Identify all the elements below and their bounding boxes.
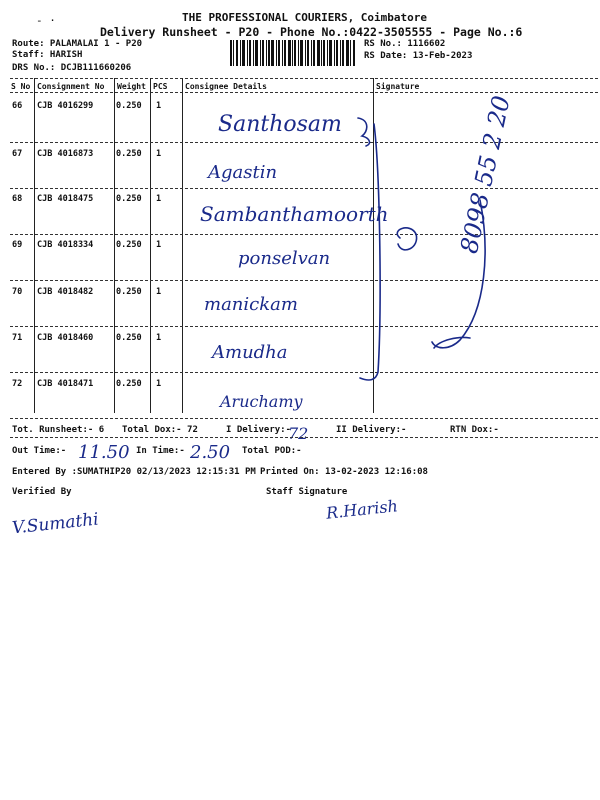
star-mark: - ·	[36, 14, 56, 27]
row-pcs: 1	[156, 194, 162, 204]
rs-date: RS Date: 13-Feb-2023	[364, 51, 473, 61]
row-pcs: 1	[156, 287, 162, 297]
verified-by-label: Verified By	[12, 487, 72, 497]
col-weight: Weight	[117, 82, 146, 91]
row-weight: 0.250	[116, 240, 142, 250]
row-consignment: CJB 4018475	[37, 194, 94, 204]
signature-scribbles	[340, 110, 570, 410]
row-sno: 72	[12, 379, 23, 389]
runsheet-subtitle: Delivery Runsheet - P20 - Phone No.:0422-3505555 - Page No.:6	[100, 25, 523, 39]
table-bottom-rule	[10, 418, 598, 419]
row-sno: 66	[12, 101, 23, 111]
col-divider	[34, 78, 35, 413]
total-dox: Total Dox:- 72	[122, 425, 198, 435]
row-consignee: Amudha	[212, 342, 288, 363]
col-signature: Signature	[376, 82, 420, 91]
entered-by: Entered By :SUMATHIP20 02/13/2023 12:15:31 PM	[12, 467, 256, 477]
company-title: THE PROFESSIONAL COURIERS, Coimbatore	[182, 11, 428, 24]
row-sno: 70	[12, 287, 23, 297]
staff-signature-mark: R.Harish	[325, 496, 399, 523]
drs-number: DRS No.: DCJB111660206	[12, 63, 132, 73]
col-divider	[150, 78, 151, 413]
row-pcs: 1	[156, 379, 162, 389]
staff-signature-label: Staff Signature	[266, 487, 348, 497]
row-weight: 0.250	[116, 287, 142, 297]
row-pcs: 1	[156, 149, 162, 159]
row-sno: 69	[12, 240, 23, 250]
col-consignee: Consignee Details	[185, 82, 267, 91]
col-divider	[182, 78, 183, 413]
row-consignment: CJB 4018482	[37, 287, 94, 297]
col-sno: S No	[11, 82, 31, 91]
staff-text: Staff: HARISH	[12, 50, 83, 60]
row-consignee: Sambanthamoorth	[200, 202, 389, 226]
out-time-value: 11.50	[78, 442, 130, 463]
route-text: Route: PALAMALAI 1 - P20	[12, 39, 143, 49]
header-top-rule	[10, 78, 598, 79]
row-sno: 67	[12, 149, 23, 159]
i-delivery-value: 72	[288, 424, 309, 443]
in-time-label: In Time:-	[136, 446, 185, 456]
signature-phone-digits: 8098 55 2 20	[455, 93, 516, 256]
printed-on: Printed On: 13-02-2023 12:16:08	[260, 467, 428, 477]
row-weight: 0.250	[116, 101, 142, 111]
col-pcs: PCS	[153, 82, 168, 91]
summary-rule	[10, 437, 598, 438]
rs-number: RS No.: 1116602	[364, 39, 446, 49]
row-consignment: CJB 4016299	[37, 101, 94, 111]
row-consignee: Santhosam	[218, 112, 342, 137]
barcode	[230, 40, 356, 66]
in-time-value: 2.50	[190, 442, 231, 463]
row-consignment: CJB 4018471	[37, 379, 94, 389]
row-consignee: manickam	[204, 294, 298, 315]
row-consignee: Aruchamy	[220, 392, 303, 411]
total-pod: Total POD:-	[242, 446, 302, 456]
row-consignee: ponselvan	[238, 248, 331, 269]
row-weight: 0.250	[116, 194, 142, 204]
row-weight: 0.250	[116, 333, 142, 343]
rtn-dox: RTN Dox:-	[450, 425, 499, 435]
verified-signature: V.Sumathi	[11, 509, 100, 539]
row-pcs: 1	[156, 240, 162, 250]
row-consignment: CJB 4018334	[37, 240, 94, 250]
header-bottom-rule	[10, 92, 598, 93]
row-weight: 0.250	[116, 149, 142, 159]
row-pcs: 1	[156, 101, 162, 111]
row-consignment: CJB 4018460	[37, 333, 94, 343]
i-delivery-label: I Delivery:-	[226, 425, 292, 435]
row-pcs: 1	[156, 333, 162, 343]
col-divider	[114, 78, 115, 413]
col-consignment: Consignment No	[37, 82, 105, 91]
out-time-label: Out Time:-	[12, 446, 67, 456]
row-consignee: Agastin	[208, 162, 278, 183]
ii-delivery: II Delivery:-	[336, 425, 407, 435]
row-consignment: CJB 4016873	[37, 149, 94, 159]
row-sno: 71	[12, 333, 23, 343]
row-sno: 68	[12, 194, 23, 204]
row-weight: 0.250	[116, 379, 142, 389]
tot-runsheet: Tot. Runsheet:- 6	[12, 425, 105, 435]
